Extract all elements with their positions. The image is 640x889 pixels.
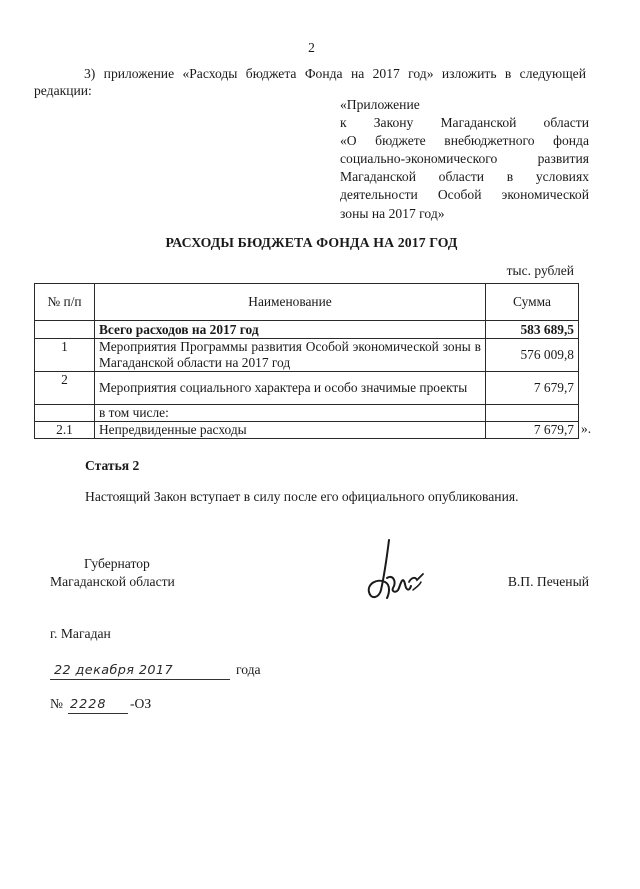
city: г. Магадан bbox=[50, 626, 111, 641]
cell-sum: 583 689,5 bbox=[486, 321, 579, 339]
law-text: Настоящий Закон вступает в силу после его официального опубликования. bbox=[85, 489, 519, 504]
number-sign: № bbox=[50, 696, 63, 711]
cell-sum bbox=[486, 405, 579, 422]
table-row bbox=[35, 405, 579, 422]
appendix-line: зоны на 2017 год» bbox=[340, 205, 445, 221]
intro-text: 3) приложение «Расходы бюджета Фонда на 2017 год» изложить в следующей редакции: bbox=[34, 66, 586, 98]
appendix-line: социально-экономического развития bbox=[340, 151, 589, 167]
cell-sum: 576 009,8 bbox=[486, 339, 579, 372]
article-heading: Статья 2 bbox=[85, 458, 140, 473]
cell-name: в том числе: bbox=[95, 405, 486, 422]
table-row bbox=[35, 372, 579, 405]
appendix-line: деятельности Особой экономической bbox=[340, 187, 589, 203]
header-sum: Сумма bbox=[486, 284, 579, 321]
cell-sum: 7 679,7 bbox=[486, 372, 579, 405]
cell-num bbox=[35, 321, 95, 339]
header-num: № п/п bbox=[35, 284, 95, 321]
governor-name: В.П. Печеный bbox=[507, 574, 589, 589]
header-name: Наименование bbox=[95, 284, 486, 321]
appendix-line: Магаданской области в условиях bbox=[340, 169, 589, 185]
intro-paragraph bbox=[34, 66, 586, 100]
cell-name: Мероприятия Программы развития Особой экономической зоны в Магаданской области на 2017 год bbox=[95, 339, 486, 372]
appendix-reference bbox=[340, 96, 589, 223]
appendix-line: «О бюджете внебюджетного фонда bbox=[340, 133, 589, 149]
number-suffix: -ОЗ bbox=[130, 696, 152, 711]
cell-num: 1 bbox=[35, 339, 95, 372]
closing-quote: ». bbox=[581, 421, 592, 436]
cell-name: Непредвиденные расходы bbox=[95, 422, 486, 439]
table-row-total bbox=[35, 321, 579, 339]
signature-icon bbox=[363, 538, 427, 604]
cell-name: Мероприятия социального характера и особо значимые проекты bbox=[95, 372, 486, 405]
cell-num bbox=[35, 405, 95, 422]
table-row bbox=[35, 339, 579, 372]
unit-label: тыс. рублей bbox=[506, 263, 574, 278]
document-title: РАСХОДЫ БЮДЖЕТА ФОНДА НА 2017 ГОД bbox=[165, 235, 458, 250]
number-handwritten: 2228 bbox=[68, 696, 128, 714]
cell-sum: 7 679,7 bbox=[486, 422, 579, 439]
cell-num: 2 bbox=[35, 372, 95, 405]
governor-region: Магаданской области bbox=[50, 574, 175, 589]
table-row bbox=[35, 422, 579, 439]
cell-num: 2.1 bbox=[35, 422, 95, 439]
table-header-row bbox=[35, 284, 579, 321]
appendix-line: к Закону Магаданской области bbox=[340, 115, 589, 131]
appendix-line: «Приложение bbox=[340, 97, 420, 112]
date-handwritten: 22 декабря 2017 bbox=[50, 662, 230, 680]
document-page bbox=[34, 0, 592, 889]
signing-date bbox=[50, 662, 290, 682]
law-number bbox=[50, 696, 250, 716]
governor-title: Губернатор bbox=[84, 556, 150, 571]
cell-name: Всего расходов на 2017 год bbox=[95, 321, 486, 339]
page-number: 2 bbox=[308, 40, 315, 55]
budget-table bbox=[34, 283, 579, 439]
date-suffix: года bbox=[236, 662, 261, 677]
